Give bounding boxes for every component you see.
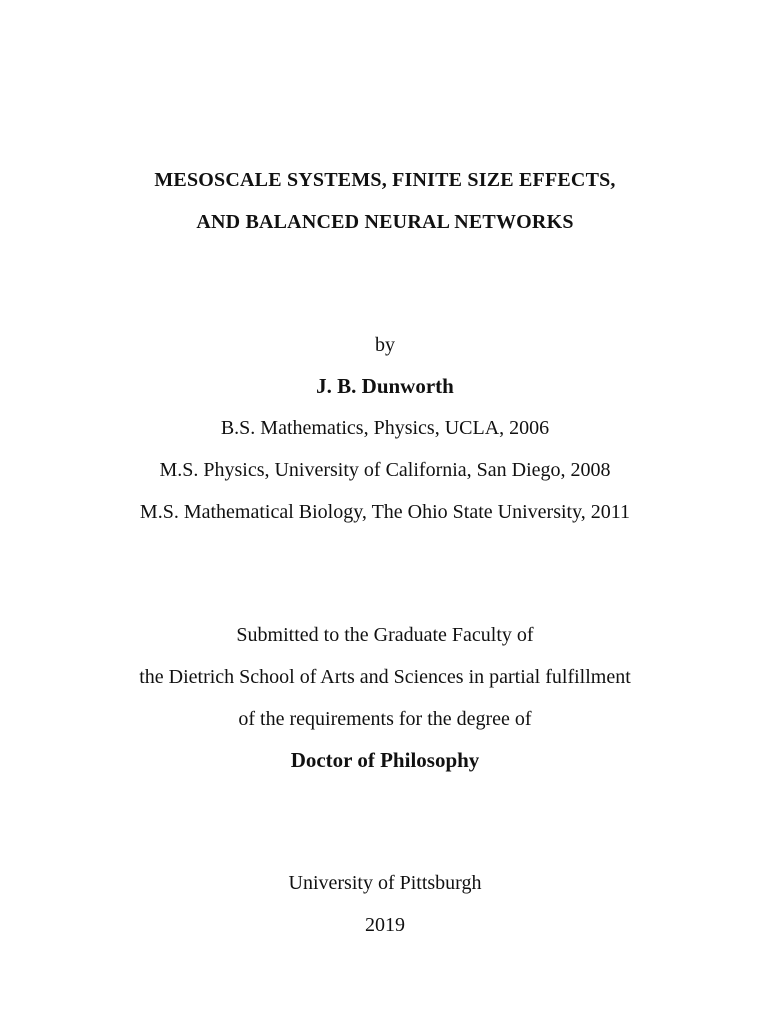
institution-name: University of Pittsburgh [288, 872, 482, 894]
degree-line-3: M.S. Mathematical Biology, The Ohio State University, 2011 [139, 501, 631, 523]
submission-line-2: the Dietrich School of Arts and Sciences in partial fulfillment [139, 666, 631, 688]
submission-line-1: Submitted to the Graduate Faculty of [236, 624, 534, 646]
by-label: by [375, 334, 395, 356]
degree-line-2: M.S. Physics, University of California, San Diego, 2008 [159, 459, 611, 481]
author-name: J. B. Dunworth [316, 374, 454, 398]
submission-year: 2019 [365, 914, 405, 936]
thesis-title-line-1: MESOSCALE SYSTEMS, FINITE SIZE EFFECTS, [154, 169, 616, 191]
degree-line-1: B.S. Mathematics, Physics, UCLA, 2006 [220, 417, 550, 439]
submission-line-3: of the requirements for the degree of [238, 708, 532, 730]
degree-name: Doctor of Philosophy [290, 748, 480, 772]
thesis-title-line-2: AND BALANCED NEURAL NETWORKS [196, 211, 574, 233]
